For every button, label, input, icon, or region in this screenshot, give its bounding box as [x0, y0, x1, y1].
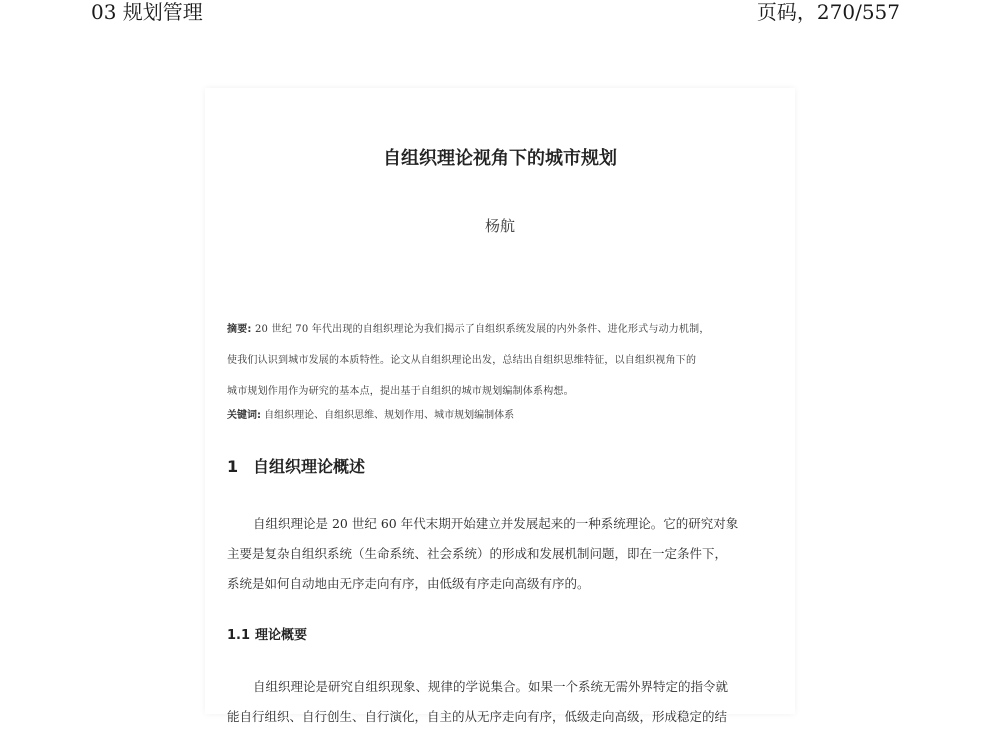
section-number: 1	[227, 457, 239, 476]
abstract-line: 使我们认识到城市发展的本质特性。论文从自组织理论出发，总结出自组织思维特征，以自组织视角下的	[227, 355, 697, 366]
paragraph-line: 主要是复杂自组织系统（生命系统、社会系统）的形成和发展机制问题，即在一定条件下，	[227, 546, 728, 561]
abstract	[227, 314, 777, 407]
abstract-line: 城市规划作用作为研究的基本点，提出基于自组织的城市规划编制体系构想。	[227, 386, 574, 397]
paragraph-line: 自组织理论是研究自组织现象、规律的学说集合。如果一个系统无需外界特定的指令就	[253, 679, 729, 694]
subsection-title: 理论概要	[255, 628, 308, 643]
subsection-heading	[227, 624, 307, 643]
abstract-label: 摘要:	[227, 324, 252, 335]
paragraph-line: 能自行组织、自行创生、自行演化，自主的从无序走向有序，低级走向高级，形成稳定的结	[227, 709, 728, 724]
keywords	[227, 406, 514, 421]
subsection-paragraph	[227, 672, 779, 732]
page-number-header: 页码，270/557	[756, 0, 900, 24]
section-heading	[227, 454, 365, 477]
paragraph-line: 自组织理论是 20 世纪 60 年代末期开始建立并发展起来的一种系统理论。它的研究对象	[253, 516, 739, 531]
section-paragraph	[227, 509, 779, 599]
abstract-line: 摘要: 20 世纪 70 年代出现的自组织理论为我们揭示了自组织系统发展的内外条件、进化形式与动力机制，	[227, 324, 710, 335]
document-title: 自组织理论视角下的城市规划	[383, 148, 617, 169]
paragraph-line: 系统是如何自动地由无序走向有序，由低级有序走向高级有序的。	[227, 576, 590, 591]
subsection-number: 1.1	[227, 628, 251, 643]
section-title: 自组织理论概述	[253, 457, 366, 476]
keywords-label: 关键词:	[227, 410, 261, 421]
chapter-header: 03 规划管理	[91, 0, 203, 24]
keywords-text: 自组织理论、自组织思维、规划作用、城市规划编制体系	[261, 410, 515, 421]
document-author: 杨航	[484, 217, 515, 235]
document-page	[205, 88, 795, 724]
